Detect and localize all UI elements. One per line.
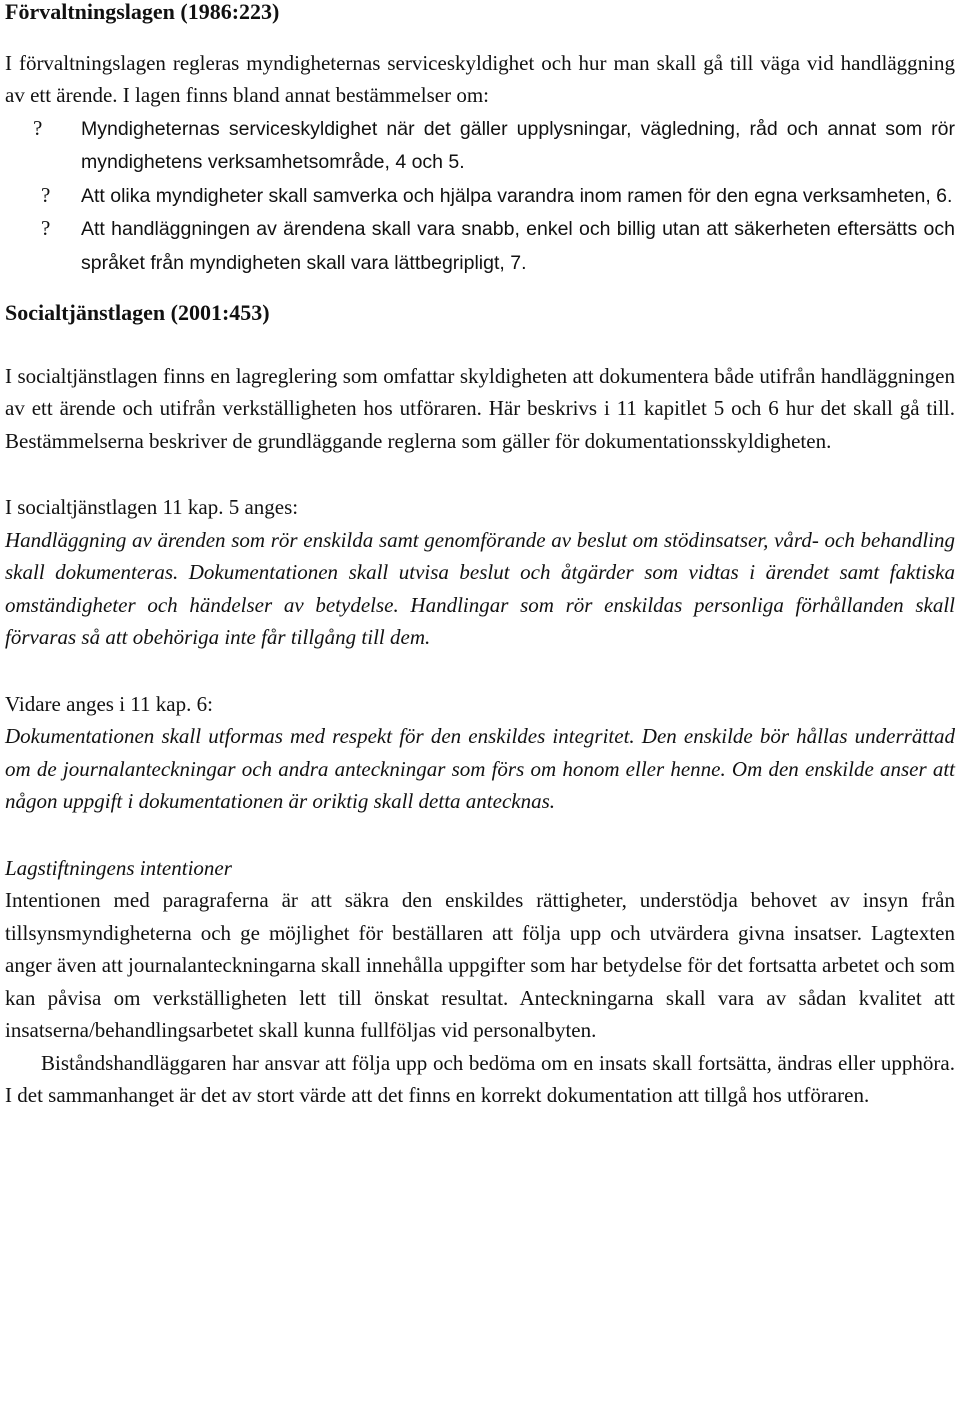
bullet-text: Att handläggningen av ärendena skall vara snabb, enkel och billig utan att säkerheten eftersätts och språket från myndigheten skall vara lättbegripligt, 7. [81,218,955,274]
law-quote: Handläggning av ärenden som rör enskilda samt genomförande av beslut om stödinsatser, vård- och behandling skall dokumenteras. Dokumentationen skall utvisa beslut och åtgärder som vidtas i ärendet samt faktiska omständigheter och händelser av betydelse. Handlingar som rör enskildas personliga förhållanden skall förvaras så att obehöriga inte får tillgång till dem. [5,527,955,649]
spacer [5,818,955,852]
spacer [5,29,955,47]
spacer [5,279,955,297]
list-item [5,112,955,179]
bullet-text: Myndigheternas serviceskyldighet när det gäller upplysningar, vägledning, råd och annat som rör myndighetens verksamhetsområde, 4 och 5. [81,117,955,173]
body-paragraph: I socialtjänstlagen finns en lagreglering som omfattar skyldigheten att dokumentera både utifrån handläggningen av ett ärende och utifrån verkställigheten hos utföraren. Här beskrivs i 11 kapitlet 5 och 6 hur det skall gå till. Bestämmelserna beskriver de grundläggande reglerna som gäller för dokumentationsskyldigheten. [5,363,955,453]
law-reference: Vidare anges i 11 kap. 6: [5,691,213,716]
spacer [5,330,955,360]
section-heading-socialtjanstlagen: Socialtjänstlagen (2001:453) [5,300,270,325]
bullet-text: Att olika myndigheter skall samverka och hjälpa varandra inom ramen för den egna verksamheten, 6. [81,184,953,207]
spacer [5,654,955,688]
section-heading-forvaltningslagen: Förvaltningslagen (1986:223) [5,0,280,24]
list-item [5,212,955,279]
bullet-list [5,112,955,280]
bullet-marker: ? [41,182,51,207]
spacer [5,457,955,491]
body-paragraph: Intentionen med paragraferna är att säkra den enskildes rättigheter, understödja behovet av insyn från tillsynsmyndigheterna och ge möjlighet för beställaren att följa upp och utvärdera givna insatser. Lagtexten anger även att journalanteckningarna skall innehålla uppgifter som har betydelse för det fortsatta arbetet och som kan påvisa om verkställigheten lett till önskat resultat. Anteckningarna skall vara av sådan kvalitet att insatserna/behandlingsarbetet skall kunna fullföljas vid personalbyten. [5,888,955,1042]
subheading-lagstiftningens-intentioner: Lagstiftningens intentioner [5,855,232,880]
intro-paragraph: I förvaltningslagen regleras myndigheternas serviceskyldighet och hur man skall gå till väga vid handläggning av ett ärende. I lagen finns bland annat bestämmelser om: [5,50,955,107]
bullet-marker: ? [33,115,43,140]
list-item [5,179,955,213]
body-paragraph: Biståndshandläggaren har ansvar att följa upp och bedöma om en insats skall fortsätta, ändras eller upphöra. I det sammanhanget är det av stort värde att det finns en korrekt dokumentation att tillgå hos utföraren. [5,1050,955,1107]
document-page [5,0,955,1112]
law-quote: Dokumentationen skall utformas med respekt för den enskildes integritet. Den enskilde bör hållas underrättad om de journalanteckningar och andra anteckningar som förs om honom eller henne. Om den enskilde anser att någon uppgift i dokumentationen är oriktig skall detta antecknas. [5,724,955,813]
law-reference: I socialtjänstlagen 11 kap. 5 anges: [5,495,299,519]
bullet-marker: ? [41,216,51,240]
